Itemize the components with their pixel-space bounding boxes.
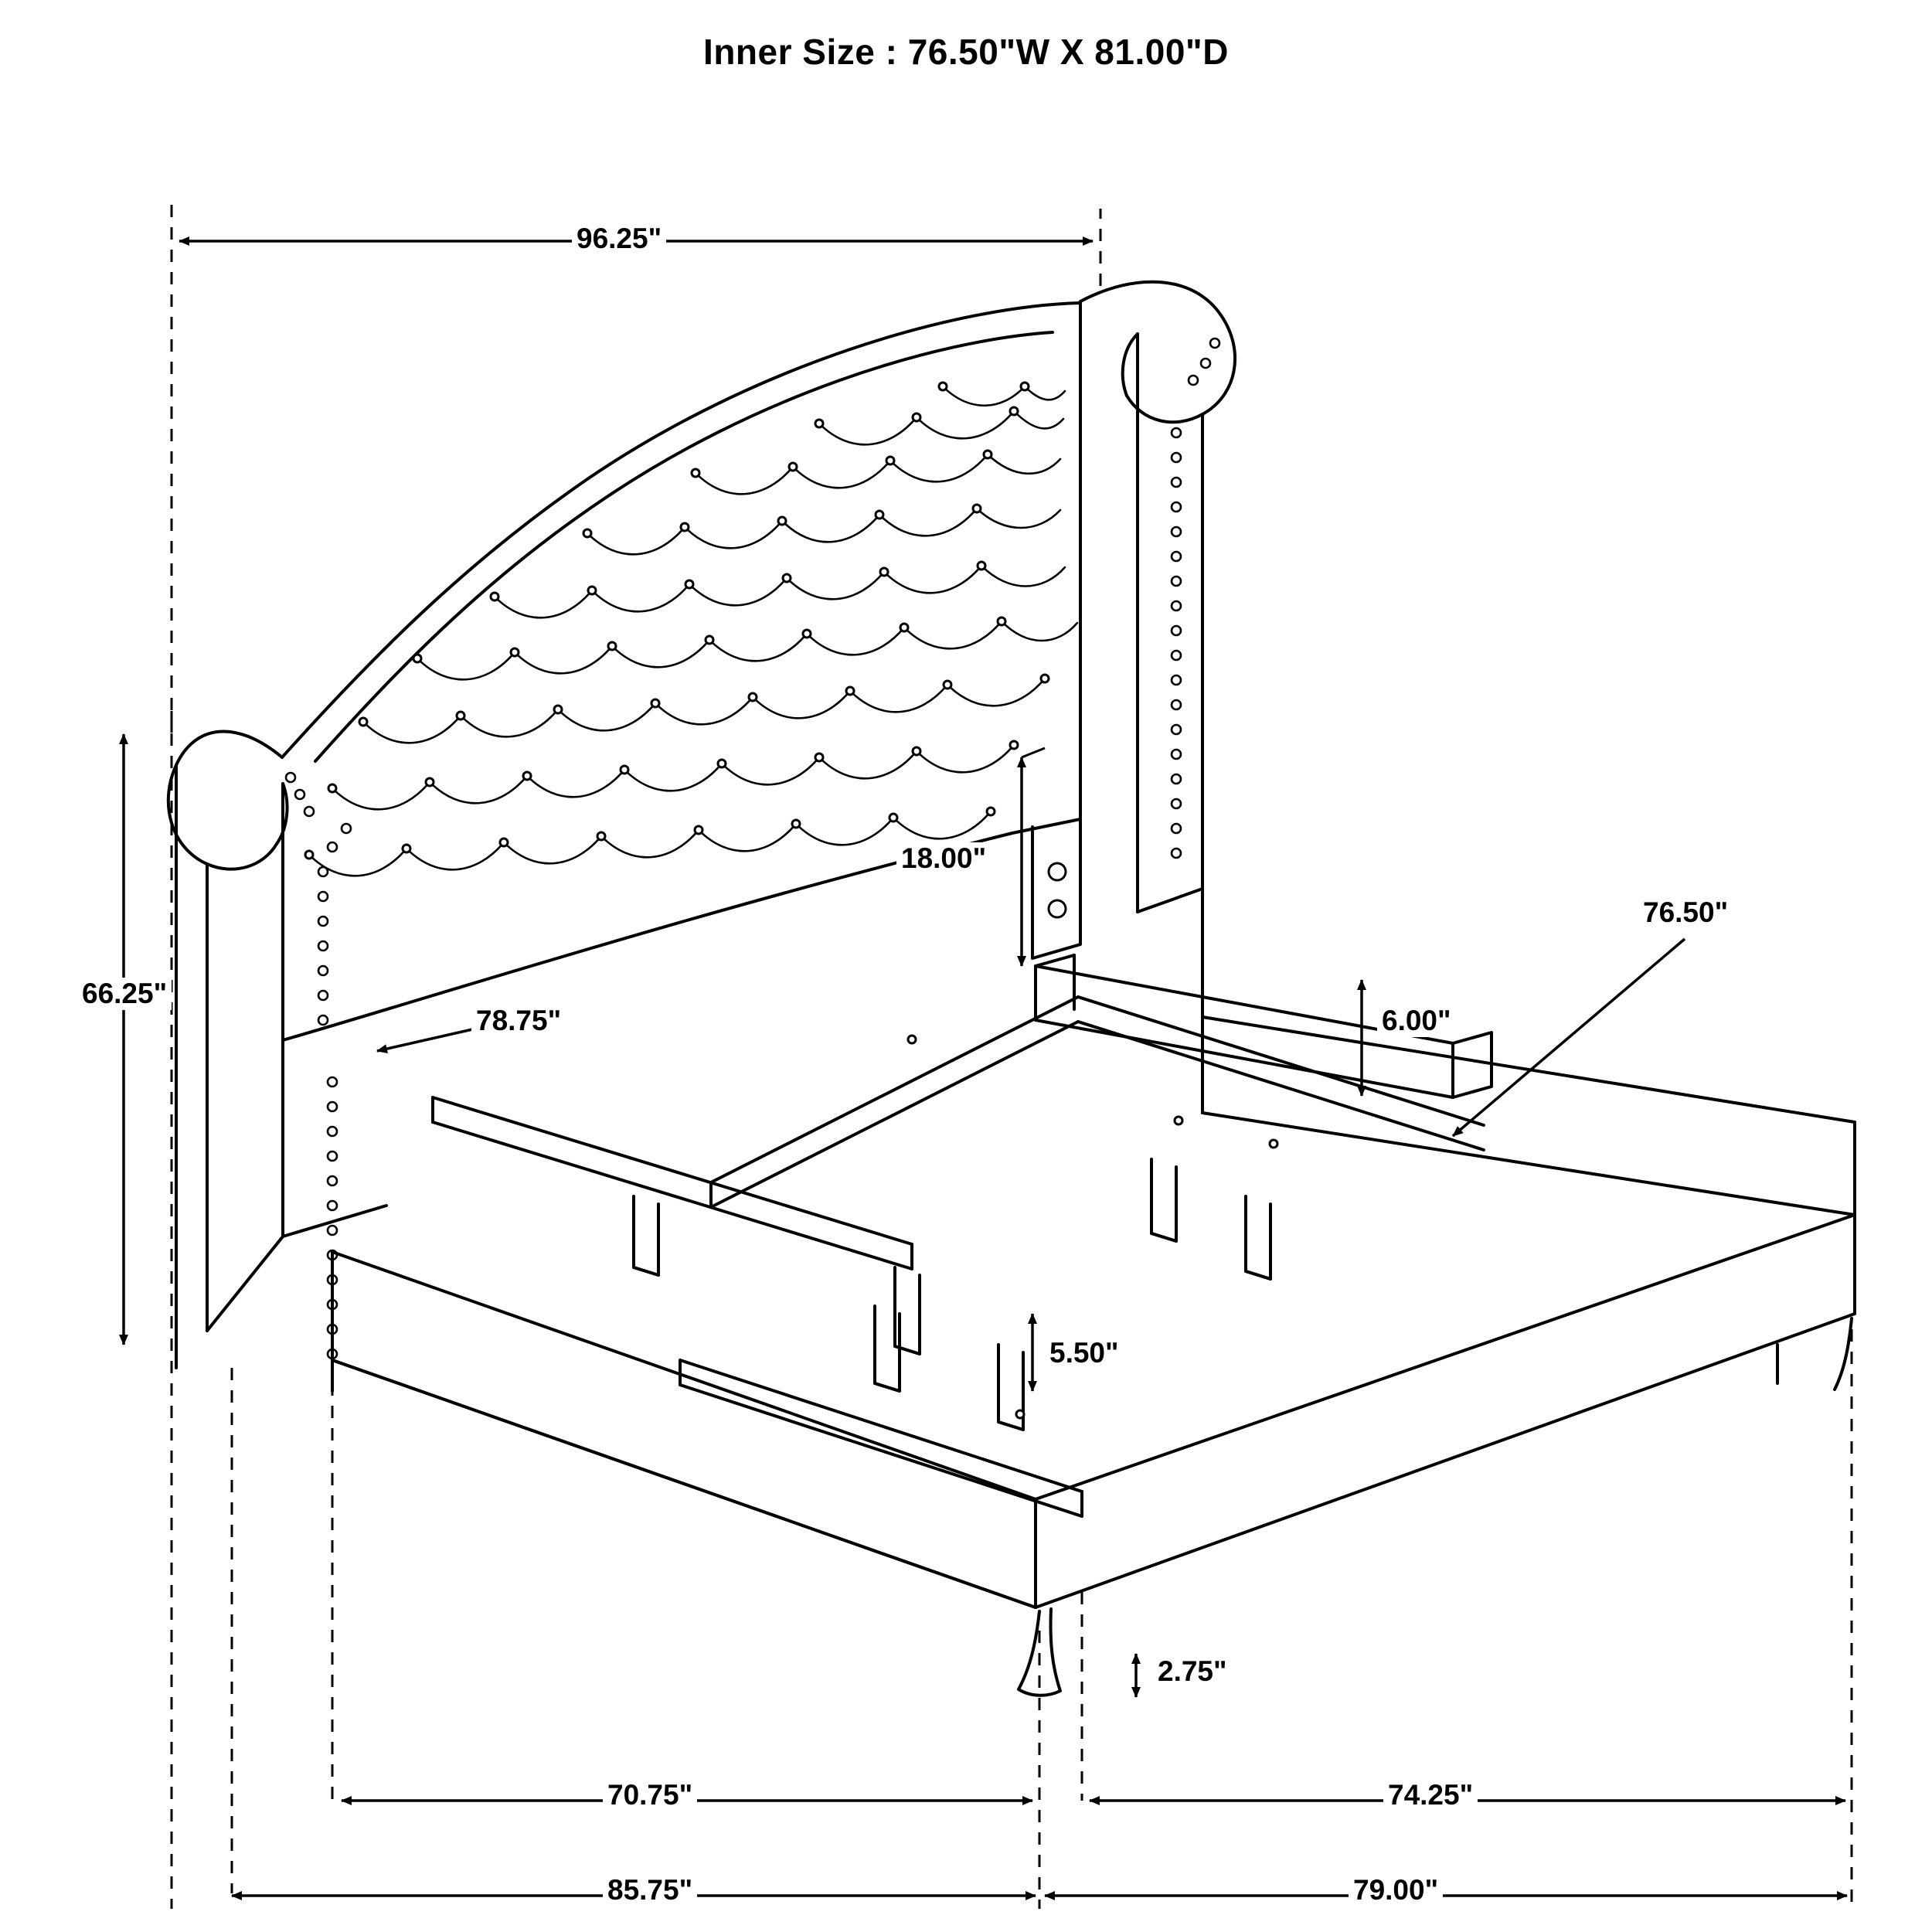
dim-headboard-width: 78.75" [471,1005,566,1037]
dim-leg-height: 2.75" [1153,1655,1232,1688]
dim-center-support: 76.50" [1638,896,1733,929]
dim-footprint-left: 70.75" [603,1779,697,1811]
page-title: Inner Size : 76.50"W X 81.00"D [703,32,1229,72]
dim-overall-height-left: 66.25" [77,978,172,1010]
dim-overall-width-top: 96.25" [572,223,666,255]
dim-slat-height: 5.50" [1045,1337,1124,1369]
dim-footprint-right: 74.25" [1383,1779,1478,1811]
dim-overall-depth-right: 79.00" [1349,1874,1443,1906]
dim-overall-depth-left: 85.75" [603,1874,697,1906]
dim-side-rail-height: 6.00" [1377,1005,1456,1037]
dim-headboard-to-rail: 18.00" [896,842,991,875]
